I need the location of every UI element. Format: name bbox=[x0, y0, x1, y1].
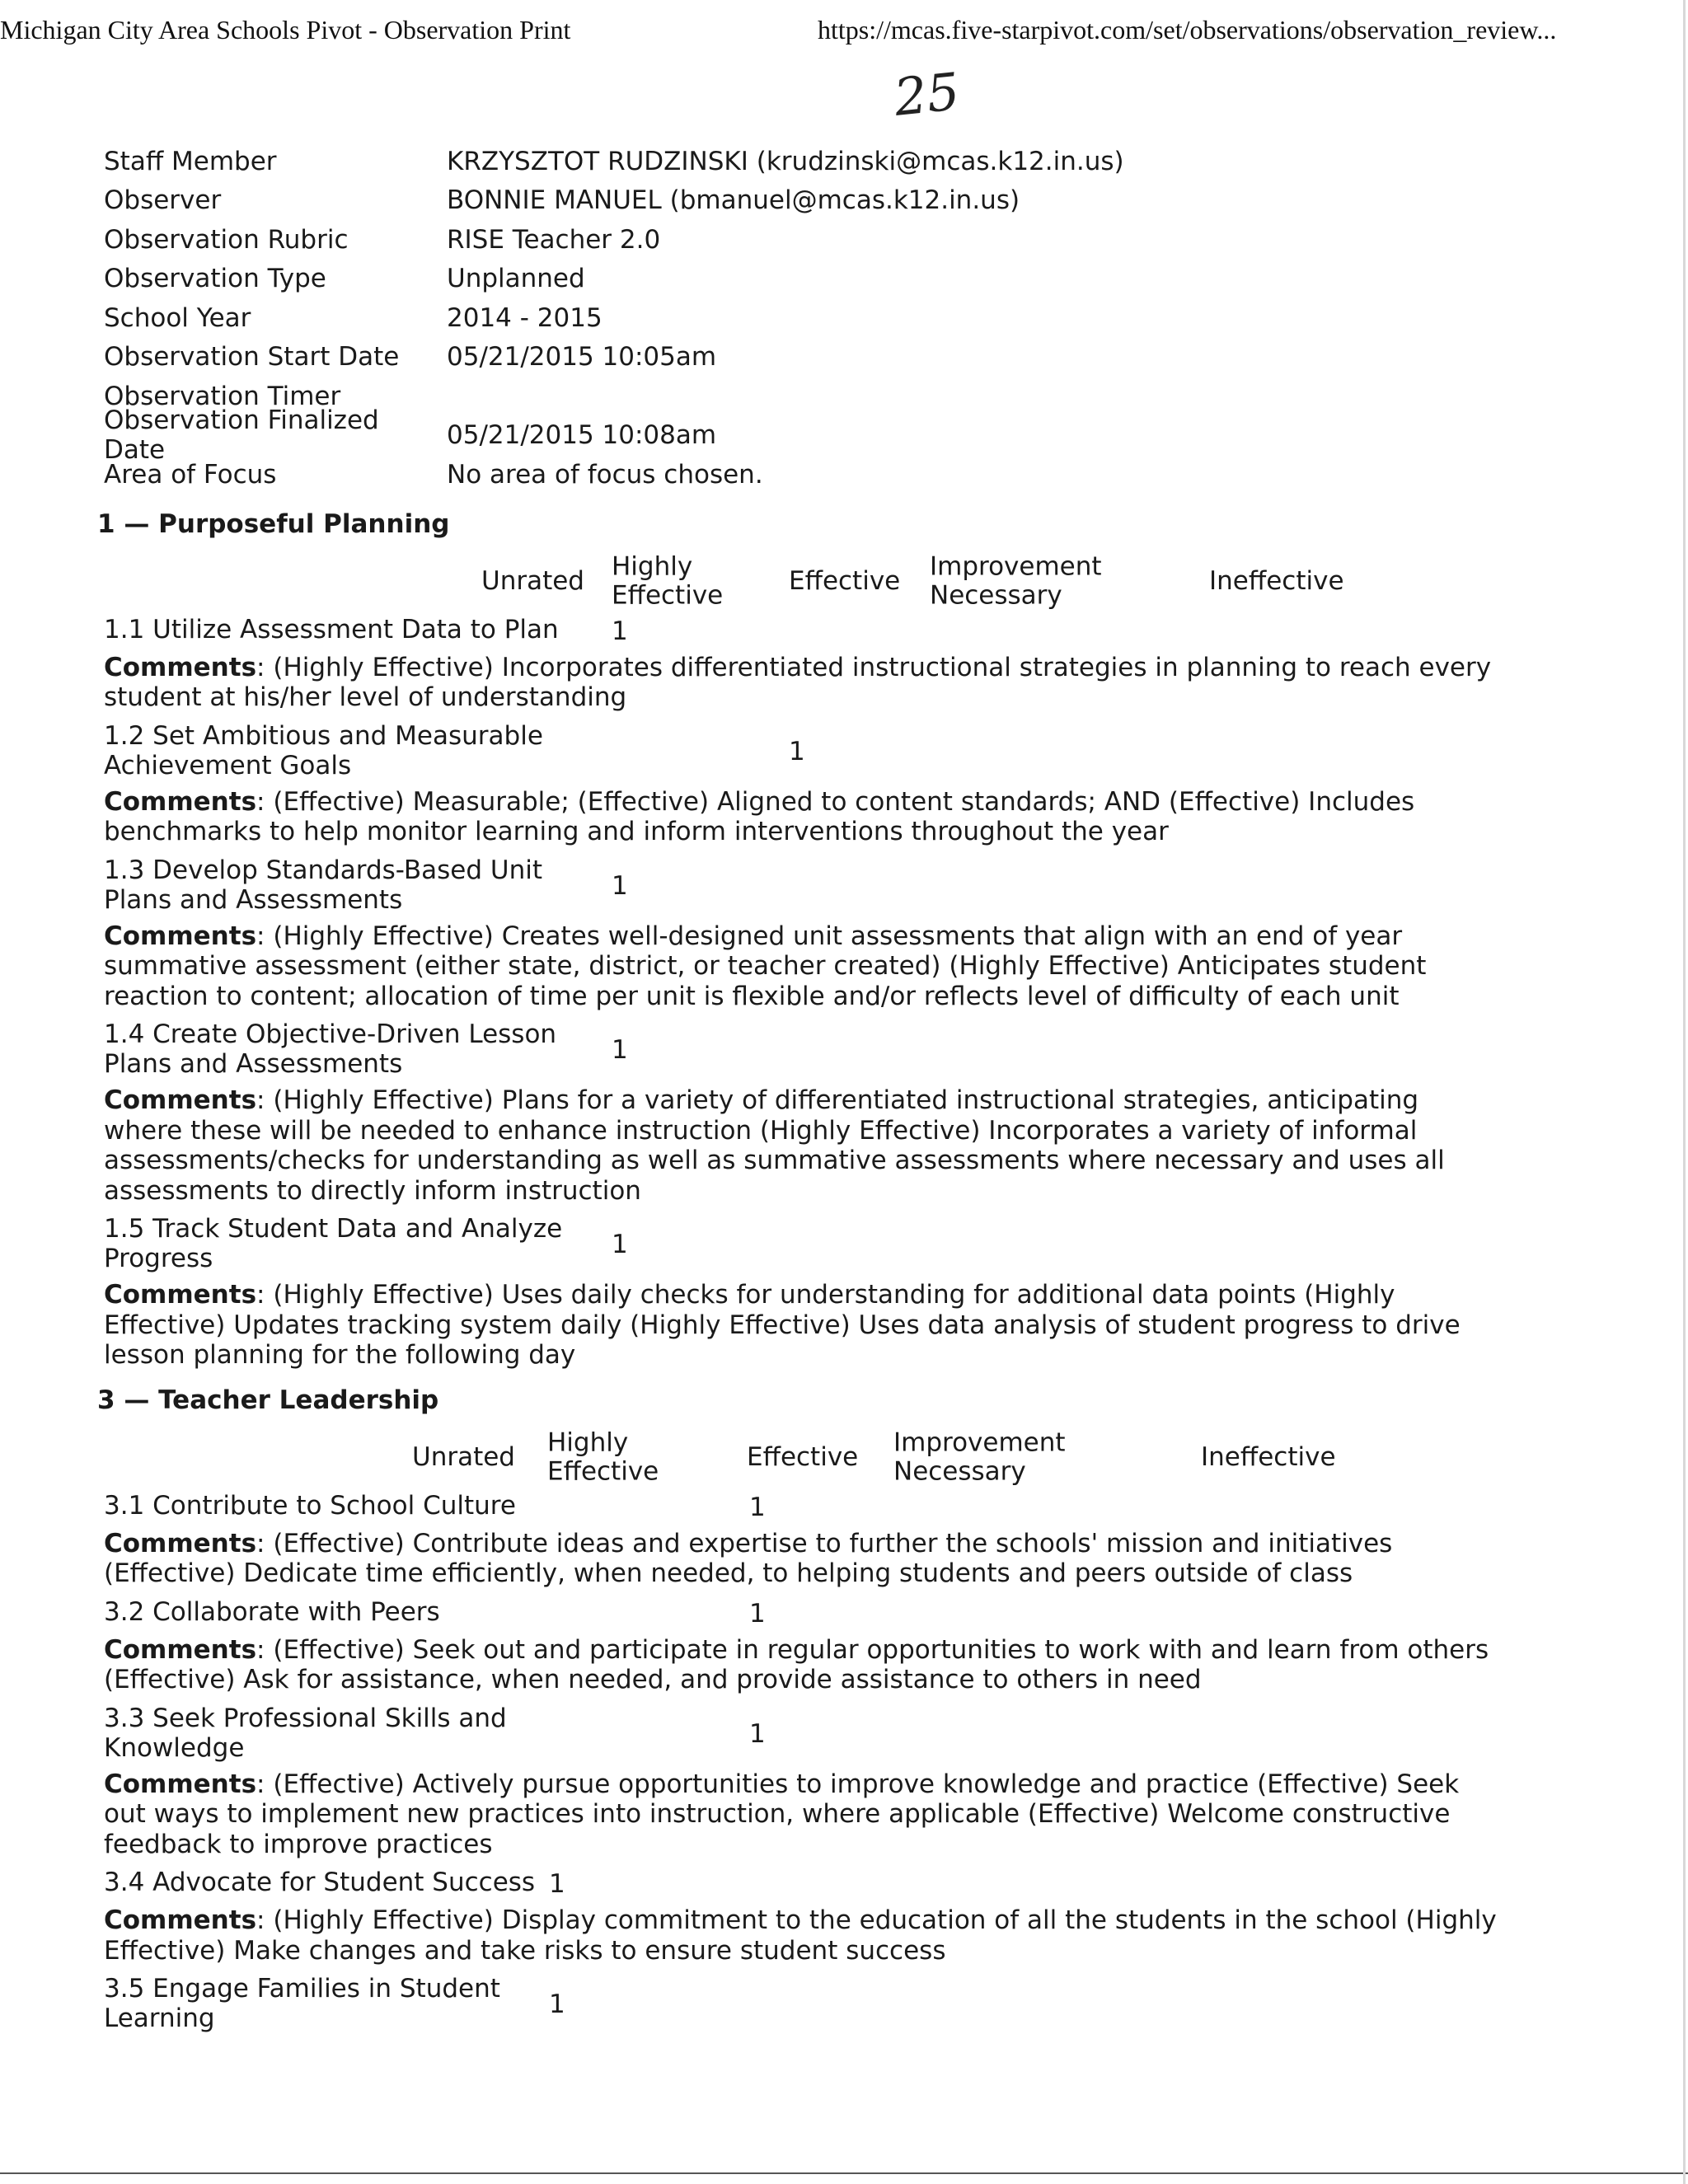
rubric-item-row bbox=[104, 1704, 1489, 1765]
comments-label-colon: : bbox=[256, 1905, 274, 1935]
rating-col-unrated: Unrated bbox=[412, 1441, 515, 1472]
rubric-item-row bbox=[104, 1597, 1489, 1630]
rating-col-unrated: Unrated bbox=[481, 565, 584, 596]
comments-label-colon: : bbox=[256, 652, 274, 682]
rubric-item-rating-count: 1 bbox=[612, 1035, 628, 1065]
comment-text: (Highly Effective) Plans for a variety of differentiated instructional strategies, anticipating where these will be needed to enhance instruction (Highly Effective) Incorporates a variety of informal assessments/checks for understanding as well as summative assessments where necessary and uses all assessments to directly inform instruction bbox=[104, 1085, 1445, 1206]
rubric-item-rating-count: 1 bbox=[549, 1990, 565, 2019]
rubric-item-comment bbox=[104, 653, 1497, 713]
section-heading: 3 — Teacher Leadership bbox=[97, 1385, 439, 1415]
info-value: 05/21/2015 10:08am bbox=[447, 420, 717, 451]
rating-col-improvement-necessary-line-2: Necessary bbox=[893, 1456, 1026, 1487]
rating-col-highly-effective-line-2: Effective bbox=[547, 1456, 659, 1487]
info-label: Staff Member bbox=[104, 146, 277, 176]
rating-col-improvement-necessary-line-1: Improvement bbox=[893, 1427, 1066, 1457]
rubric-item-title: 3.3 Seek Professional Skills and Knowledge bbox=[104, 1703, 507, 1763]
comments-label: Comments bbox=[104, 1634, 257, 1665]
rating-col-ineffective: Ineffective bbox=[1209, 565, 1344, 596]
rubric-item-title: 1.2 Set Ambitious and Measurable Achievement Goals bbox=[104, 720, 543, 780]
comments-label: Comments bbox=[104, 652, 257, 682]
rubric-item-title: 3.1 Contribute to School Culture bbox=[104, 1490, 516, 1521]
rating-col-improvement-necessary-line-1: Improvement bbox=[930, 551, 1102, 581]
info-row bbox=[104, 405, 1489, 466]
rating-col-improvement-necessary bbox=[930, 552, 1102, 611]
page-header-title: Michigan City Area Schools Pivot - Observation Print bbox=[0, 15, 571, 45]
rubric-item-row bbox=[104, 1019, 1489, 1080]
info-label: Observation Timer bbox=[104, 381, 341, 411]
comments-label: Comments bbox=[104, 786, 257, 817]
rating-col-highly-effective-line-1: Highly bbox=[547, 1427, 629, 1457]
rubric-item-title: 3.5 Engage Families in Student Learning bbox=[104, 1974, 500, 2033]
page-header-url: https://mcas.five-starpivot.com/set/observations/observation_review... bbox=[818, 15, 1557, 45]
rubric-item-rating-count: 1 bbox=[749, 1492, 766, 1522]
observation-info-table bbox=[104, 142, 1489, 494]
rubric-item-comment bbox=[104, 1280, 1497, 1371]
info-label: Area of Focus bbox=[104, 459, 277, 490]
info-row bbox=[104, 338, 1489, 377]
info-value: No area of focus chosen. bbox=[447, 459, 763, 490]
handwritten-page-number: 25 bbox=[891, 61, 963, 128]
rubric-item-rating-count: 1 bbox=[612, 870, 628, 901]
rating-col-improvement-necessary-line-2: Necessary bbox=[930, 580, 1062, 611]
comment-text: (Effective) Measurable; (Effective) Aligned to content standards; AND (Effective) Includes benchmarks to help monitor learning and inform interventions throughout the year bbox=[104, 786, 1415, 846]
comment-text: (Highly Effective) Creates well-designed unit assessments that align with an end of year summative assessment (either state, district, or teacher created) (Highly Effective) Anticipates student reaction to content; allocation of time per unit is flexible and/or reflects level of difficulty of each unit bbox=[104, 921, 1427, 1011]
rubric-item-comment bbox=[104, 1529, 1497, 1589]
rubric-item-rating-count: 1 bbox=[749, 1718, 766, 1749]
rubric-item-title: 1.4 Create Objective-Driven Lesson Plans and Assessments bbox=[104, 1019, 557, 1079]
comments-label-colon: : bbox=[256, 921, 274, 951]
rating-col-highly-effective bbox=[612, 552, 723, 611]
info-row bbox=[104, 455, 1489, 494]
rating-scale-header bbox=[104, 549, 1489, 615]
rubric-item-title: 3.4 Advocate for Student Success bbox=[104, 1868, 536, 1897]
rubric-item-title: 1.1 Utilize Assessment Data to Plan bbox=[104, 614, 559, 644]
comments-label: Comments bbox=[104, 1528, 257, 1558]
rubric-item-rating-count: 1 bbox=[549, 1869, 565, 1899]
observation-report bbox=[97, 142, 1497, 2035]
page-bottom-rule bbox=[0, 2172, 1688, 2174]
comments-label: Comments bbox=[104, 1905, 257, 1935]
comment-text: (Highly Effective) Display commitment to the education of all the students in the school (Highly Effective) Make changes and take risks to ensure student success bbox=[104, 1905, 1497, 1966]
rubric-item-row bbox=[104, 855, 1489, 916]
rating-col-highly-effective bbox=[547, 1428, 659, 1487]
comments-label: Comments bbox=[104, 1280, 257, 1310]
rating-col-ineffective: Ineffective bbox=[1201, 1441, 1336, 1472]
info-row bbox=[104, 220, 1489, 260]
comment-text: (Highly Effective) Incorporates differentiated instructional strategies in planning to reach every student at his/her level of understanding bbox=[104, 652, 1492, 712]
rubric-item-row bbox=[104, 1214, 1489, 1275]
rubric-item-rating-count: 1 bbox=[612, 1230, 628, 1259]
rubric-item-rating-count: 1 bbox=[749, 1598, 766, 1629]
comment-text: (Effective) Contribute ideas and expertise to further the schools' mission and initiatives (Effective) Dedicate time efficiently, when needed, to helping students and peers outside of class bbox=[104, 1528, 1393, 1588]
info-label: Observation Finalized Date bbox=[104, 405, 379, 466]
rubric-item-row bbox=[104, 721, 1489, 782]
rubric-item-rating-count: 1 bbox=[789, 736, 805, 766]
info-row bbox=[104, 260, 1489, 299]
comment-text: (Effective) Seek out and participate in regular opportunities to work with and learn from others (Effective) Ask for assistance, when needed, and provide assistance to others in need bbox=[104, 1634, 1489, 1694]
rubric-item-title: 3.2 Collaborate with Peers bbox=[104, 1596, 440, 1627]
rating-col-highly-effective-line-2: Effective bbox=[612, 580, 724, 611]
info-value: BONNIE MANUEL (bmanuel@mcas.k12.in.us) bbox=[447, 185, 1020, 216]
comments-label-colon: : bbox=[256, 1528, 274, 1558]
info-label: Observation Rubric bbox=[104, 224, 349, 255]
info-row bbox=[104, 298, 1489, 338]
comment-text: (Highly Effective) Uses daily checks for understanding for additional data points (Highly Effective) Updates tracking system daily (Highly Effective) Uses data analysis of student progress to drive lesson planning for the following day bbox=[104, 1280, 1461, 1370]
rubric-item-comment bbox=[104, 787, 1497, 847]
rubric-item-row bbox=[104, 1868, 1489, 1900]
scan-edge bbox=[1683, 0, 1686, 2184]
rubric-item-row bbox=[104, 615, 1489, 648]
comments-label-colon: : bbox=[256, 1085, 274, 1115]
rubric-item-comment bbox=[104, 1769, 1497, 1860]
rating-col-highly-effective-line-1: Highly bbox=[612, 551, 693, 581]
comments-label: Comments bbox=[104, 1085, 257, 1115]
info-row bbox=[104, 142, 1489, 181]
info-value: RISE Teacher 2.0 bbox=[447, 224, 661, 255]
rubric-item-comment bbox=[104, 1905, 1497, 1966]
comments-label-colon: : bbox=[256, 786, 274, 817]
section-heading: 1 — Purposeful Planning bbox=[97, 509, 450, 539]
rubric-item-rating-count: 1 bbox=[612, 616, 628, 646]
info-label: Observer bbox=[104, 185, 222, 216]
info-value: 2014 - 2015 bbox=[447, 302, 603, 333]
comment-text: (Effective) Actively pursue opportunities to improve knowledge and practice (Effective) Seek out ways to implement new practices into instruction, where applicable (Effective) Welcome constructive feedback to improve practices bbox=[104, 1769, 1460, 1859]
comments-label: Comments bbox=[104, 921, 257, 951]
info-label: School Year bbox=[104, 302, 251, 333]
comments-label-colon: : bbox=[256, 1769, 274, 1799]
rubric-item-comment bbox=[104, 921, 1497, 1012]
rating-scale-header bbox=[104, 1425, 1489, 1491]
rating-col-improvement-necessary bbox=[893, 1428, 1066, 1487]
rubric-item-row bbox=[104, 1491, 1489, 1524]
rubric-item-comment bbox=[104, 1085, 1497, 1206]
rating-col-effective: Effective bbox=[789, 565, 901, 596]
info-value: KRZYSZTOT RUDZINSKI (krudzinski@mcas.k12.in.us) bbox=[447, 146, 1124, 176]
comments-label-colon: : bbox=[256, 1280, 274, 1310]
rubric-item-title: 1.5 Track Student Data and Analyze Progress bbox=[104, 1214, 563, 1273]
info-label: Observation Type bbox=[104, 264, 326, 294]
comments-label: Comments bbox=[104, 1769, 257, 1799]
info-label: Observation Start Date bbox=[104, 342, 400, 373]
info-value: Unplanned bbox=[447, 264, 585, 294]
info-value: 05/21/2015 10:05am bbox=[447, 342, 717, 373]
rating-col-effective: Effective bbox=[747, 1441, 859, 1472]
rubric-item-title: 1.3 Develop Standards-Based Unit Plans and Assessments bbox=[104, 855, 543, 915]
rubric-item-row bbox=[104, 1974, 1489, 2035]
rubric-item-comment bbox=[104, 1635, 1497, 1695]
comments-label-colon: : bbox=[256, 1634, 274, 1665]
info-row bbox=[104, 181, 1489, 221]
rubric-sections bbox=[97, 509, 1497, 2036]
